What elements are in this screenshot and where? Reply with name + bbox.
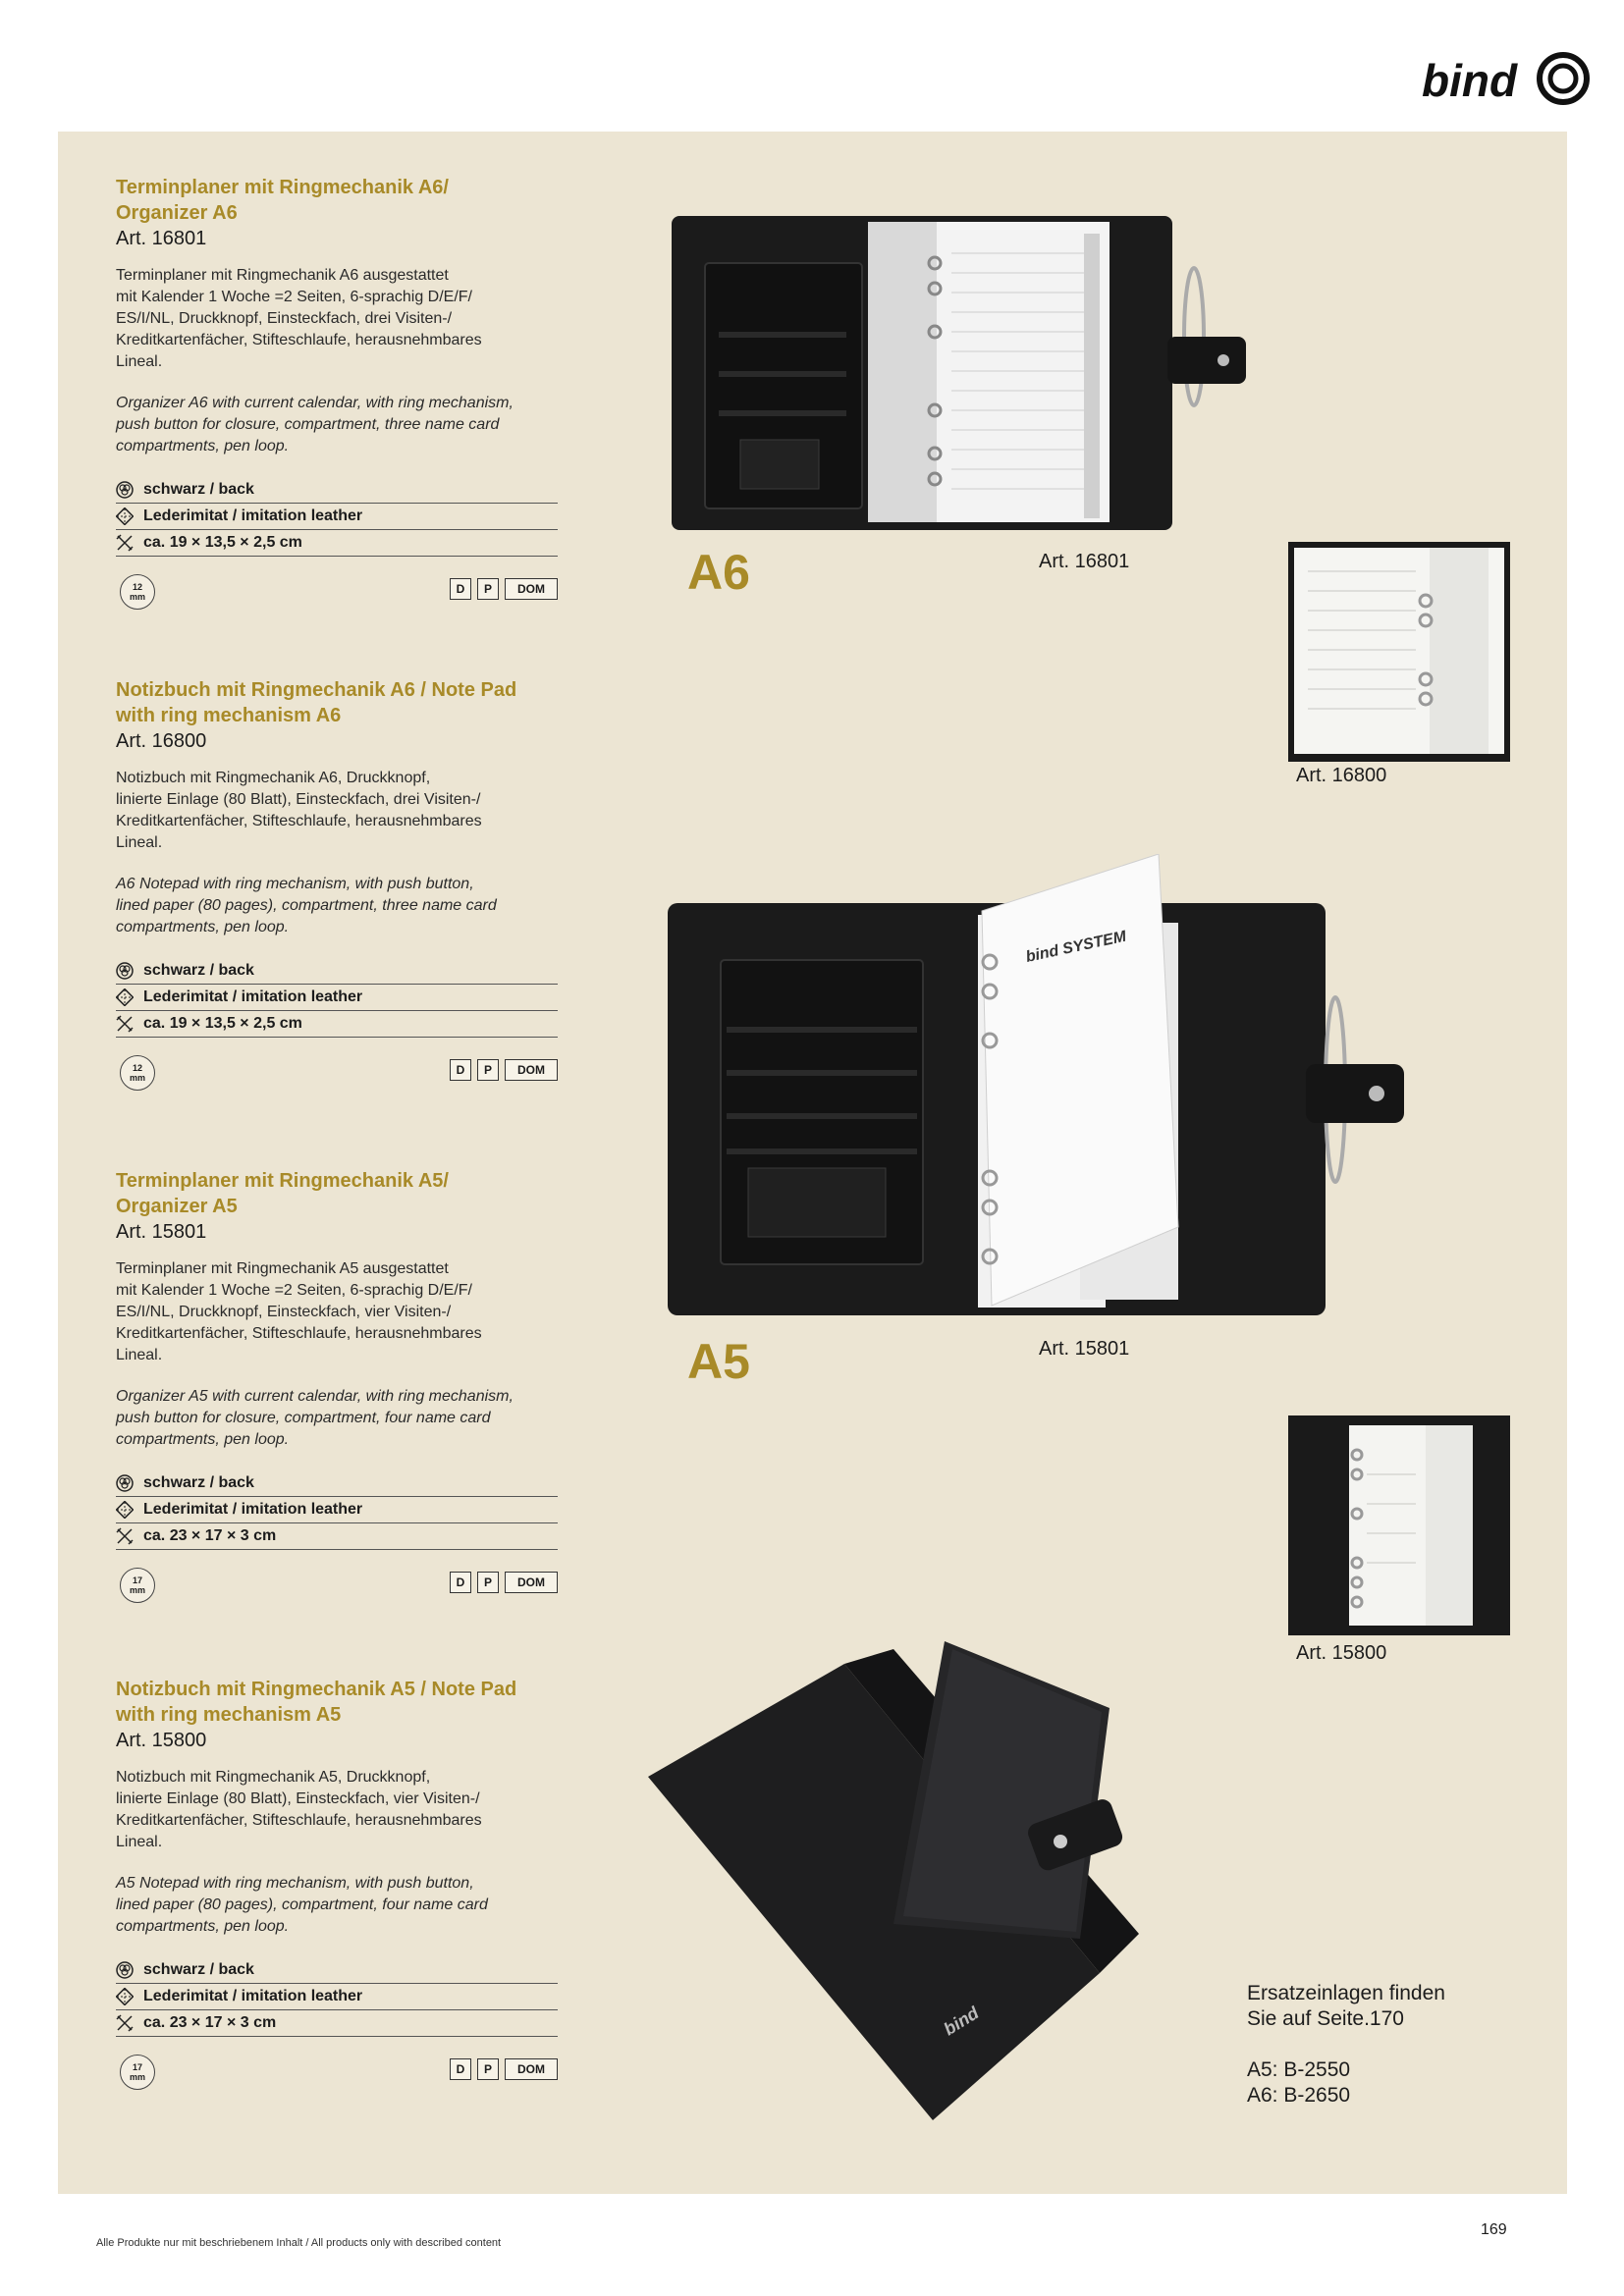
product-art-number: Art. 15800 (116, 1730, 207, 1751)
product-16801 (116, 175, 558, 617)
gift-box-image (648, 1610, 1218, 2145)
spec-material (116, 1984, 558, 2010)
badge-p: P (477, 578, 499, 600)
badge-dom: DOM (505, 2058, 558, 2080)
product-description-en: A6 Notepad with ring mechanism, with push button, lined paper (80 pages), compartment, three name card compartments, pen loop. (116, 876, 497, 935)
spec-color (116, 1957, 558, 1984)
material-icon (116, 988, 134, 1006)
logo-text: bind (1422, 55, 1518, 106)
spec-material (116, 504, 558, 530)
logo-size-badge: 12 mm (120, 574, 155, 610)
spec-color-text: schwarz / back (143, 1961, 254, 1978)
image-label-16800: Art. 16800 (1296, 765, 1387, 786)
dimensions-icon (116, 2014, 134, 2032)
color-icon (116, 1961, 134, 1979)
spec-color (116, 477, 558, 504)
product-description-en: Organizer A5 with current calendar, with ring mechanism, push button for closure, compartment, four name card compartments, pen loop. (116, 1388, 514, 1448)
product-title: Notizbuch mit Ringmechanik A5 / Note Pad with ring mechanism A5 (116, 1679, 517, 1726)
color-icon (116, 962, 134, 980)
refill-note-line-1: Ersatzeinlagen finden (1247, 1982, 1445, 2004)
product-title: Notizbuch mit Ringmechanik A6 / Note Pad with ring mechanism A6 (116, 679, 517, 726)
a6-notepad-image (1288, 542, 1510, 767)
badge-dom: DOM (505, 1059, 558, 1081)
spec-material-text: Lederimitat / imitation leather (143, 1988, 363, 2004)
spec-color-text: schwarz / back (143, 1474, 254, 1491)
spec-color-text: schwarz / back (143, 481, 254, 498)
badge-d: D (450, 2058, 471, 2080)
product-art-number: Art. 16800 (116, 730, 207, 752)
badge-p: P (477, 1059, 499, 1081)
material-icon (116, 1988, 134, 2005)
badge-dom: DOM (505, 1572, 558, 1593)
a5-organizer-image (668, 854, 1477, 1330)
meta-row (116, 1055, 558, 1098)
refill-note (1247, 1981, 1445, 2109)
badge-p: P (477, 1572, 499, 1593)
a5-notepad-image (1288, 1415, 1510, 1640)
refill-note-line-2: Sie auf Seite.170 (1247, 2007, 1404, 2030)
spec-color (116, 958, 558, 985)
image-label-15800: Art. 15800 (1296, 1642, 1387, 1664)
badge-d: D (450, 578, 471, 600)
product-description-de: Terminplaner mit Ringmechanik A5 ausgestattet mit Kalender 1 Woche =2 Seiten, 6-sprachig D/E/F/ ES/I/NL, Druckknopf, Einsteckfach, vier Visiten-/ Kreditkartenfächer, Stifteschlaufe, herausnehmbares Lineal. (116, 1260, 482, 1363)
product-art-number: Art. 16801 (116, 228, 207, 249)
badge-p: P (477, 2058, 499, 2080)
spec-size (116, 1011, 558, 1038)
spec-material-text: Lederimitat / imitation leather (143, 1501, 363, 1518)
image-label-16801: Art. 16801 (1039, 551, 1130, 572)
badge-dom: DOM (505, 578, 558, 600)
badge-d: D (450, 1572, 471, 1593)
size-label-a6: A6 (687, 545, 750, 600)
spec-size-text: ca. 23 × 17 × 3 cm (143, 2014, 277, 2031)
spec-size (116, 1523, 558, 1550)
dimensions-icon (116, 1527, 134, 1545)
spec-color (116, 1470, 558, 1497)
spec-size (116, 530, 558, 557)
print-method-badges (450, 1572, 558, 1593)
product-description-de: Notizbuch mit Ringmechanik A5, Druckknopf, linierte Einlage (80 Blatt), Einsteckfach, vier Visiten-/ Kreditkartenfächer, Stifteschlaufe, herausnehmbares Lineal. (116, 1769, 482, 1850)
logo-size-badge: 17 mm (120, 1568, 155, 1603)
bind-logo (1418, 51, 1591, 108)
image-label-15801: Art. 15801 (1039, 1338, 1130, 1360)
dimensions-icon (116, 1015, 134, 1033)
print-method-badges (450, 578, 558, 600)
product-15801 (116, 1168, 558, 1611)
print-method-badges (450, 2058, 558, 2080)
color-icon (116, 1474, 134, 1492)
spec-size-text: ca. 19 × 13,5 × 2,5 cm (143, 1015, 302, 1032)
spec-color-text: schwarz / back (143, 962, 254, 979)
meta-row (116, 2055, 558, 2098)
spec-size-text: ca. 19 × 13,5 × 2,5 cm (143, 534, 302, 551)
print-method-badges (450, 1059, 558, 1081)
a6-organizer-image (672, 214, 1280, 543)
badge-d: D (450, 1059, 471, 1081)
spec-material-text: Lederimitat / imitation leather (143, 988, 363, 1005)
product-description-de: Terminplaner mit Ringmechanik A6 ausgestattet mit Kalender 1 Woche =2 Seiten, 6-sprachig D/E/F/ ES/I/NL, Druckknopf, Einsteckfach, drei Visiten-/ Kreditkartenfächer, Stifteschlaufe, herausnehmbares Lineal. (116, 267, 482, 370)
meta-row (116, 1568, 558, 1611)
product-description-de: Notizbuch mit Ringmechanik A6, Druckknopf, linierte Einlage (80 Blatt), Einsteckfach, drei Visiten-/ Kreditkartenfächer, Stifteschlaufe, herausnehmbares Lineal. (116, 770, 482, 851)
spec-material (116, 985, 558, 1011)
page-number: 169 (1481, 2221, 1507, 2238)
product-description-en: Organizer A6 with current calendar, with ring mechanism, push button for closure, compartment, three name card compartments, pen loop. (116, 395, 514, 454)
spec-size-text: ca. 23 × 17 × 3 cm (143, 1527, 277, 1544)
product-art-number: Art. 15801 (116, 1221, 207, 1243)
spec-material (116, 1497, 558, 1523)
spec-size (116, 2010, 558, 2037)
material-icon (116, 507, 134, 525)
meta-row (116, 574, 558, 617)
material-icon (116, 1501, 134, 1519)
dimensions-icon (116, 534, 134, 552)
refill-note-line-4: A6: B-2650 (1247, 2084, 1351, 2107)
notepad-brand-text: bind SYSTEM (1024, 928, 1128, 966)
box-brand-text: bind (940, 2002, 983, 2040)
product-title: Terminplaner mit Ringmechanik A5/ Organizer A5 (116, 1170, 449, 1217)
footer-disclaimer: Alle Produkte nur mit beschriebenem Inhalt / All products only with described content (96, 2237, 502, 2249)
refill-note-line-3: A5: B-2550 (1247, 2058, 1351, 2081)
size-label-a5: A5 (687, 1334, 750, 1389)
logo-size-badge: 17 mm (120, 2055, 155, 2090)
spec-material-text: Lederimitat / imitation leather (143, 507, 363, 524)
product-15800 (116, 1677, 558, 2098)
color-icon (116, 481, 134, 499)
product-description-en: A5 Notepad with ring mechanism, with push button, lined paper (80 pages), compartment, four name card compartments, pen loop. (116, 1875, 488, 1935)
logo-size-badge: 12 mm (120, 1055, 155, 1091)
product-title: Terminplaner mit Ringmechanik A6/ Organizer A6 (116, 177, 449, 224)
product-16800 (116, 677, 558, 1098)
